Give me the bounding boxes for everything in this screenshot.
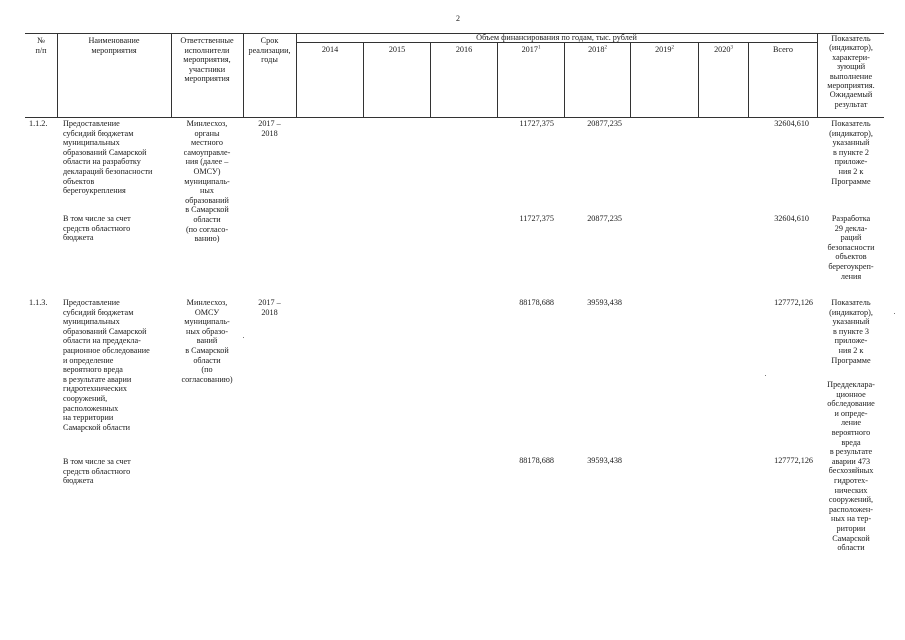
row-indicator: Показатель (индикатор), указанный в пункте 2 приложе- ния 2 к Программе [829, 119, 873, 186]
header-year-2017: 2017$^1$ [521, 45, 541, 54]
row-subtotal-label: В том числе за счет средств областного бюджета [63, 457, 131, 486]
table-header-bottom-border [25, 117, 884, 118]
row-subtotal-total: 127772,126 [774, 456, 813, 465]
scan-speck [894, 313, 895, 314]
row-subtotal-indicator: Разработка 29 декла- раций безопасности объектов берегоукреп- ления [827, 214, 875, 281]
row-subtotal-2017: 11727,375 [519, 214, 554, 223]
column-divider [171, 33, 172, 117]
header-total: Всего [772, 45, 794, 54]
header-year-2016: 2016 [455, 45, 473, 54]
header-indicator: Показатель (индикатор), характери- зующий выполнение мероприятия. Ожидаемый результат [827, 34, 875, 109]
page-number: 2 [456, 14, 460, 23]
row-activity-name: Предоставление субсидий бюджетам муниципальных образований Самарской области на преддекла- рационное обследование и определение вероятного вреда в результате аварии гидротехнических сооружений, расположенных на территории Самарской области [63, 298, 150, 432]
header-term: Срок реализации, годы [248, 36, 291, 65]
header-financing: Объем финансирования по годам, тыс. рублей [476, 33, 637, 42]
column-divider [243, 33, 244, 117]
row-activity-name: Предоставление субсидий бюджетам муниципальных образований Самарской области на разработку деклараций безопасности объектов берегоукрепления [63, 119, 153, 196]
row-subtotal-total: 32604,610 [774, 214, 809, 223]
row-value-2017: 88178,688 [519, 298, 554, 307]
row-value-total: 127772,126 [774, 298, 813, 307]
header-year-2014: 2014 [321, 45, 339, 54]
row-expected-result: Преддеклара- ционное обследование и опреде- ление вероятного вреда в результате аварии 473 бесхозяйных гидротех- нических сооружений, расположен- ных на тер- ритории Самарской области [827, 380, 875, 553]
row-term: 2017 – 2018 [258, 119, 281, 138]
row-executors: Минлесхоз, органы местного самоуправле- ния (далее – ОМСУ) муниципаль- ных образований в Самарской области (по согласо- ванию) [183, 119, 231, 244]
row-term: 2017 – 2018 [258, 298, 281, 317]
row-value-2018: 39593,438 [587, 298, 622, 307]
header-year-2015: 2015 [388, 45, 406, 54]
row-indicator: Показатель (индикатор), указанный в пункте 3 приложе- ния 2 к Программе [829, 298, 873, 365]
header-number: № п/п [35, 36, 47, 55]
header-activity-name: Наименование мероприятия [88, 36, 140, 55]
column-divider [57, 33, 58, 117]
row-number: 1.1.2. [29, 119, 48, 128]
row-value-total: 32604,610 [774, 119, 809, 128]
scan-speck [243, 337, 244, 338]
header-executors: Ответственные исполнители мероприятия, участники мероприятия [180, 36, 234, 84]
header-year-2018: 2018$^2$ [588, 45, 607, 54]
row-subtotal-2018: 39593,438 [587, 456, 622, 465]
row-number: 1.1.3. [29, 298, 48, 307]
row-value-2018: 20877,235 [587, 119, 622, 128]
header-year-2019: 2019$^2$ [655, 45, 674, 54]
row-value-2017: 11727,375 [519, 119, 554, 128]
scan-speck [765, 375, 766, 376]
row-subtotal-label: В том числе за счет средств областного бюджета [63, 214, 131, 243]
header-year-2020: 2020$^3$ [714, 45, 733, 54]
row-subtotal-2017: 88178,688 [519, 456, 554, 465]
row-executors: Минлесхоз, ОМСУ муниципаль- ных образо- ваний в Самарской области (по согласованию) [181, 298, 233, 384]
row-subtotal-2018: 20877,235 [587, 214, 622, 223]
